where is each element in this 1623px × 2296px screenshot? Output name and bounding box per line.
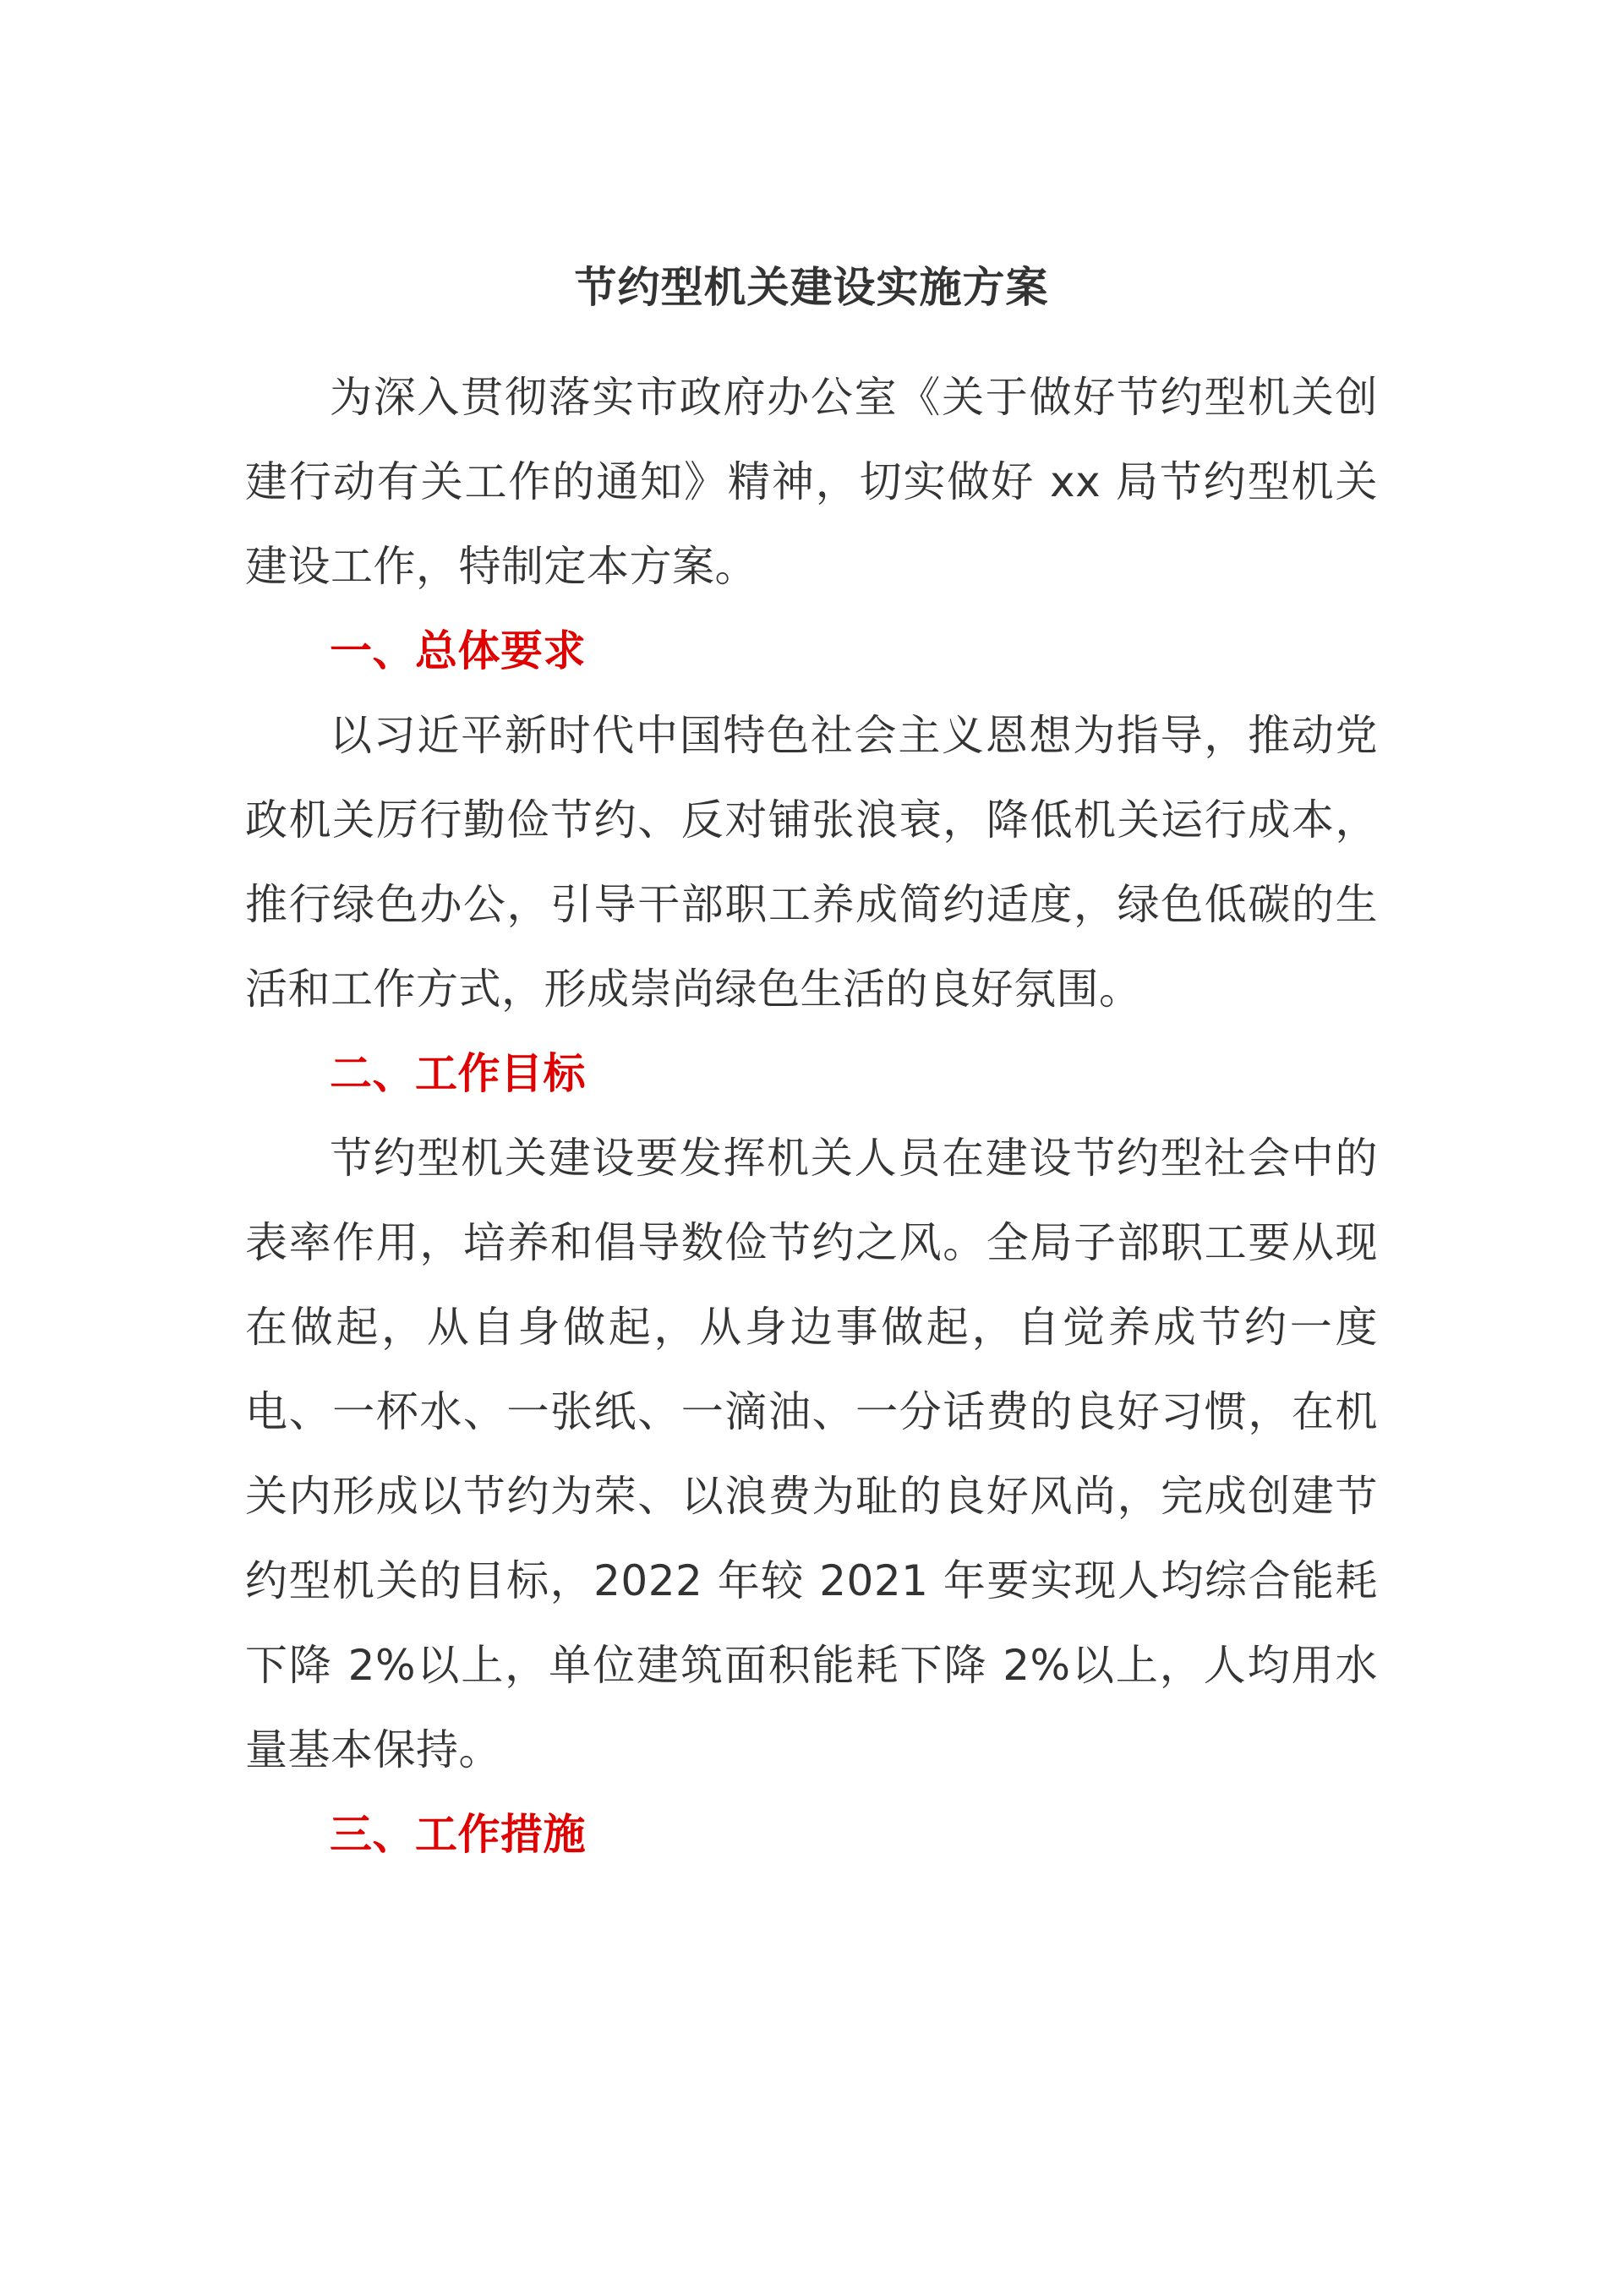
section-heading-overall-requirements: 一、总体要求 [330,626,586,675]
document-title: 节约型机关建设实施方案 [574,263,1049,312]
section-body-overall-requirements: 以习近平新时代中国特色社会主义恩想为指导，推动党政机关厉行勤俭节约、反对铺张浪衰，降低机关运行成本，推行绿色办公，引导干部职工养成简约适度，绿色低碳的生活和工作方式，形成崇尚绿色生活的良好氛围。 [245,711,1378,1014]
section-heading-work-measures: 三、工作措施 [330,1810,586,1859]
document-content [245,245,1378,1877]
section-body-work-goals: 节约型机关建设要发挥机关人员在建设节约型社会中的表率作用，培养和倡导数俭节约之风。全局子部职工要从现在做起，从自身做起，从身边事做起，自觉养成节约一度电、一杯水、一张纸、一滴油、一分话费的良好习惯，在机关内形成以节约为荣、以浪费为耻的良好风尚，完成创建节约型机关的目标，2022 年较 2021 年要实现人均综合能耗下降 2%以上，单位建筑面积能耗下降 2%以上，人均用水量基本保持。 [245,1134,1378,1774]
intro-paragraph: 为深入贯彻落实市政府办公室《关于做好节约型机关创建行动有关工作的通知》精神，切实做好 xx 局节约型机关建设工作，特制定本方案。 [245,373,1378,591]
section-heading-work-goals: 二、工作目标 [330,1049,586,1098]
